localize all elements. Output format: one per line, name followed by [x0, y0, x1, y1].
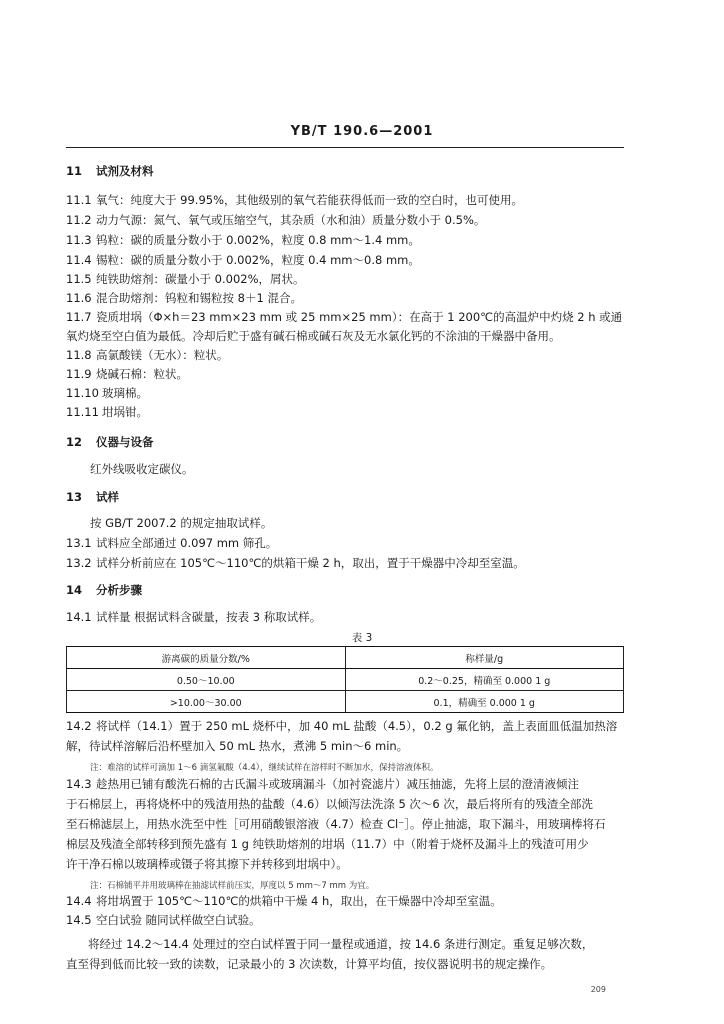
- item-14-5: 14.5 空白试验 随同试样做空白试验。: [66, 913, 261, 927]
- item-14-3-line1: 14.3 趁热用已铺有酸洗石棉的古氏漏斗或玻璃漏斗（加衬瓷滤片）减压抽滤，先将上层的澄清液倾注: [66, 777, 579, 791]
- item-11-6: 11.6 混合助熔剂：钨粒和锡粒按 8＋1 混合。: [66, 291, 302, 305]
- section-13-title: 13 试样: [66, 490, 119, 504]
- table-header-carbon: 游离碳的质量分数/%: [67, 647, 346, 669]
- section-12-title: 12 仪器与设备: [66, 435, 154, 449]
- section-12-text: 红外线吸收定碳仪。: [90, 462, 194, 476]
- item-11-7-line2: 氧灼烧至空白值为最低。冷却后贮于盛有碱石棉或碱石灰及无水氯化钙的不涂油的干燥器中备用。: [66, 329, 561, 343]
- final-paragraph-line2: 直至得到低而比较一致的读数，记录最小的 3 次读数，计算平均值，按仪器说明书的规定操作。: [66, 957, 553, 971]
- table-row-1-range: 0.50～10.00: [67, 669, 346, 691]
- section-13-text: 按 GB/T 2007.2 的规定抽取试样。: [90, 516, 273, 530]
- item-14-3-line3: 至石棉滤层上，用热水洗至中性［可用硝酸银溶液（4.7）检查 Cl⁻］。停止抽滤，取下漏斗，用玻璃棒将石: [66, 817, 606, 831]
- table-row-1-weight: 0.2～0.25，精确至 0.000 1 g: [345, 669, 624, 691]
- item-11-8: 11.8 高氯酸镁（无水）：粒状。: [66, 348, 229, 362]
- item-13-1: 13.1 试料应全部通过 0.097 mm 筛孔。: [66, 536, 278, 550]
- section-14-title: 14 分析步骤: [66, 583, 142, 597]
- item-11-10: 11.10 玻璃棉。: [66, 386, 148, 400]
- item-14-3-line5: 许干净石棉以玻璃棒或镊子将其擦下并转移到坩埚中）。: [66, 857, 348, 871]
- item-11-11: 11.11 坩埚钳。: [66, 405, 148, 419]
- item-11-7-line1: 11.7 瓷质坩埚（Φ×h＝23 mm×23 mm 或 25 mm×25 mm）：在高于 1 200℃的高温炉中灼烧 2 h 或通: [66, 310, 623, 324]
- item-14-2-line1: 14.2 将试样（14.1）置于 250 mL 烧杯中，加 40 mL 盐酸（4.5），0.2 g 氟化钠，盖上表面皿低温加热溶: [66, 719, 618, 733]
- item-11-1: 11.1 氧气：纯度大于 99.95%，其他级别的氧气若能获得低而一致的空白时，也可使用。: [66, 193, 524, 207]
- table-3-caption: 表 3: [351, 632, 373, 644]
- item-11-2: 11.2 动力气源：氮气、氧气或压缩空气，其杂质（水和油）质量分数小于 0.5%。: [66, 213, 486, 227]
- header-rule: [66, 147, 624, 148]
- note-1: 注：难溶的试样可滴加 1～6 滴氢氟酸（4.4），继续试样在溶样时不断加水，保持溶液体积。: [90, 763, 439, 773]
- item-11-4: 11.4 锡粒：碳的质量分数小于 0.002%，粒度 0.4 mm～0.8 mm。: [66, 253, 420, 267]
- item-14-2-line2: 解，待试样溶解后沿杯壁加入 50 mL 热水，煮沸 5 min～6 min。: [66, 739, 409, 753]
- item-14-3-line4: 棉层及残渣全部转移到预先盛有 1 g 纯铁助熔剂的坩埚（11.7）中（附着于烧杯及漏斗上的残渣可用少: [66, 837, 589, 851]
- item-14-1: 14.1 试样量 根据试料含碳量，按表 3 称取试样。: [66, 610, 322, 624]
- page-number: 209: [590, 985, 606, 994]
- item-11-9: 11.9 烧碱石棉：粒状。: [66, 367, 188, 381]
- item-13-2: 13.2 试样分析前应在 105℃～110℃的烘箱干燥 2 h，取出，置于干燥器中冷却至室温。: [66, 556, 525, 570]
- note-2: 注：石棉铺平并用玻璃棒在抽滤试样前压实，厚度以 5 mm～7 mm 为宜。: [90, 881, 375, 891]
- item-11-3: 11.3 钨粒：碳的质量分数小于 0.002%，粒度 0.8 mm～1.4 mm。: [66, 233, 420, 247]
- table-row-2-weight: 0.1，精确至 0.000 1 g: [345, 691, 624, 713]
- item-11-5: 11.5 纯铁助熔剂：碳量小于 0.002%，屑状。: [66, 272, 305, 286]
- section-11-title: 11 试剂及材料: [66, 164, 154, 178]
- table-3: [66, 646, 624, 713]
- standard-header: YB/T 190.6—2001: [290, 124, 434, 139]
- final-paragraph-line1: 将经过 14.2～14.4 处理过的空白试样置于同一量程或通道，按 14.6 条进行测定。重复足够次数，: [88, 937, 594, 951]
- table-header-weight: 称样量/g: [345, 647, 624, 669]
- table-row-2-range: >10.00～30.00: [67, 691, 346, 713]
- item-14-3-line2: 于石棉层上，再将烧杯中的残渣用热的盐酸（4.6）以倾泻法洗涤 5 次～6 次，最后将所有的残渣全部洗: [66, 797, 593, 811]
- item-14-4: 14.4 将坩埚置于 105℃～110℃的烘箱中干燥 4 h，取出，在干燥器中冷却至室温。: [66, 894, 502, 908]
